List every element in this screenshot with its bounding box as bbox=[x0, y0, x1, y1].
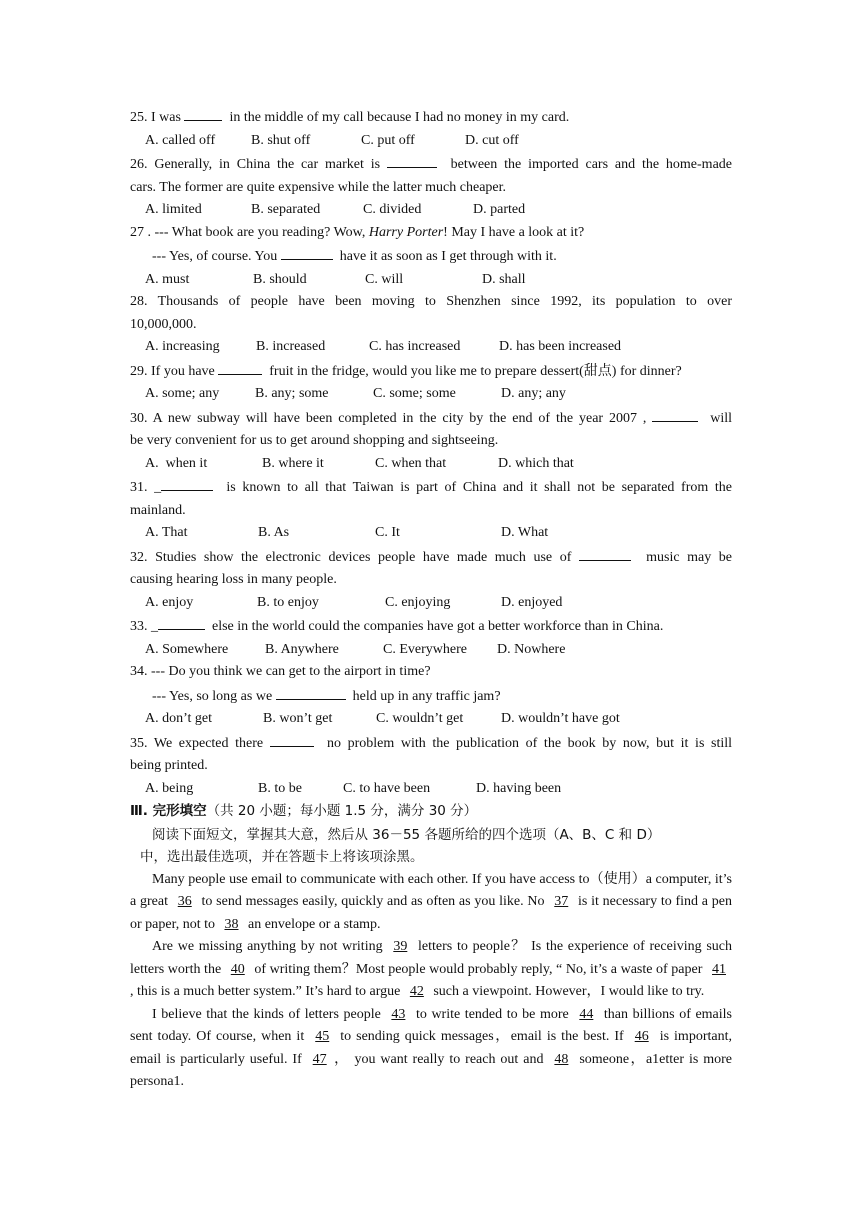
passage-text: Are we missing anything by not writing bbox=[152, 939, 388, 954]
option-d: D. Nowhere bbox=[497, 641, 566, 657]
option-b: B. separated bbox=[251, 202, 321, 217]
question-text: fruit in the fridge, would you like me to prepare dessert(甜点) for dinner? bbox=[269, 363, 682, 379]
answer-blank bbox=[158, 614, 205, 630]
option-b: B. As bbox=[258, 525, 290, 540]
passage-text: of writing them？Most people would probably reply, “ No, it’s a waste of paper bbox=[250, 961, 706, 977]
option-a: A. some; any bbox=[145, 386, 220, 401]
passage-paragraph-1 bbox=[130, 869, 732, 937]
option-d: D. has been increased bbox=[499, 339, 622, 354]
section-heading bbox=[130, 800, 732, 824]
option-d: D. wouldn’t have got bbox=[501, 711, 620, 726]
option-c: C. wouldn’t get bbox=[376, 711, 464, 726]
question-text: 31. _ bbox=[130, 480, 162, 495]
question-text: else in the world could the companies have got a better workforce than in China. bbox=[212, 619, 664, 634]
exam-page bbox=[130, 105, 732, 1094]
option-c: C. has increased bbox=[369, 339, 461, 354]
option-c: C. will bbox=[365, 271, 404, 287]
options-27 bbox=[130, 269, 732, 292]
question-text: held up in any traffic jam? bbox=[352, 688, 501, 704]
question-30-line2: be very convenient for us to get around shopping and sightseeing. bbox=[130, 433, 499, 448]
option-d: D. shall bbox=[482, 271, 526, 287]
options-25 bbox=[130, 130, 732, 153]
passage-text: such a viewpoint. However，I would like to try. bbox=[429, 984, 705, 999]
passage-text: someone，a1etter is more persona1. bbox=[130, 1051, 733, 1089]
question-text: 27 . --- What book are you reading? Wow, bbox=[130, 224, 369, 240]
question-text: --- Yes, of course. You bbox=[152, 249, 278, 264]
option-d: D. enjoyed bbox=[501, 594, 563, 610]
option-b: B. to enjoy bbox=[257, 594, 319, 610]
passage-text: to sending quick messages，email is the best. If bbox=[335, 1029, 629, 1044]
question-28: 28. Thousands of people have been moving to Shenzhen since 1992, its population to over bbox=[130, 294, 732, 309]
passage-text: an envelope or a stamp. bbox=[244, 916, 381, 932]
answer-blank bbox=[652, 406, 698, 422]
blank-number: 41 bbox=[712, 961, 726, 977]
option-a: A. limited bbox=[145, 202, 202, 217]
question-35-line2: being printed. bbox=[130, 758, 208, 773]
options-30 bbox=[130, 453, 732, 476]
blank-number: 43 bbox=[391, 1006, 406, 1022]
question-25 bbox=[130, 105, 732, 130]
blank-number: 48 bbox=[554, 1051, 569, 1067]
question-27-line2 bbox=[130, 244, 732, 269]
option-c: C. divided bbox=[363, 202, 422, 217]
blank-number: 46 bbox=[634, 1029, 649, 1044]
options-32 bbox=[130, 592, 732, 615]
answer-blank bbox=[281, 244, 333, 260]
book-title: Harry Porter bbox=[368, 224, 444, 240]
answer-blank bbox=[218, 359, 262, 375]
option-d: D. What bbox=[501, 525, 549, 540]
answer-blank bbox=[184, 105, 222, 121]
option-a: A. must bbox=[145, 271, 190, 287]
answer-blank bbox=[387, 152, 437, 168]
passage-text: than billions of emails sent today. Of course, when it bbox=[130, 1006, 732, 1044]
option-a: A. Somewhere bbox=[145, 641, 229, 657]
blank-number: 37 bbox=[554, 894, 569, 909]
passage-paragraph-2 bbox=[130, 936, 732, 1004]
option-b: B. Anywhere bbox=[265, 641, 339, 657]
option-a: A. don’t get bbox=[145, 711, 213, 726]
passage-text: letters to people？ Is the experience of receiving such letters worth the bbox=[130, 939, 732, 977]
option-c: C. Everywhere bbox=[383, 641, 467, 657]
question-text: 26. Generally, in China the car market is bbox=[130, 157, 381, 172]
question-29 bbox=[130, 359, 732, 384]
passage-paragraph-3 bbox=[130, 1004, 732, 1094]
question-26 bbox=[130, 152, 732, 177]
option-b: B. won’t get bbox=[263, 711, 333, 726]
option-b: B. increased bbox=[256, 339, 326, 354]
question-31-line2: mainland. bbox=[130, 502, 186, 518]
question-text: no problem with the publication of the book by now, but it is still bbox=[326, 735, 733, 751]
answer-blank bbox=[270, 731, 314, 747]
option-c: C. It bbox=[375, 525, 400, 540]
question-34-line2 bbox=[130, 684, 732, 709]
question-27 bbox=[130, 222, 732, 245]
answer-blank bbox=[276, 684, 346, 700]
option-c: C. when that bbox=[375, 455, 447, 471]
question-text: --- Yes, so long as we bbox=[152, 688, 273, 704]
option-a: A. called off bbox=[145, 132, 216, 148]
question-35 bbox=[130, 731, 732, 756]
question-text: ! May I have a look at it? bbox=[443, 224, 585, 240]
options-26 bbox=[130, 199, 732, 222]
question-text: 29. If you have bbox=[130, 363, 215, 379]
option-d: D. which that bbox=[498, 455, 574, 471]
option-b: B. to be bbox=[258, 780, 302, 796]
option-a: A. being bbox=[145, 780, 194, 796]
option-b: B. shut off bbox=[251, 132, 311, 148]
section-instruction: 阅读下面短文，掌握其大意，然后从 36－55 各题所给的四个选项（A、B、C 和 D） bbox=[152, 826, 661, 843]
question-text: 35. We expected there bbox=[130, 735, 264, 751]
question-33 bbox=[130, 614, 732, 639]
question-31 bbox=[130, 475, 732, 500]
question-text: 25. I was bbox=[130, 110, 181, 125]
question-text: in the middle of my call because I had no money in my card. bbox=[229, 110, 570, 125]
option-c: C. some; some bbox=[373, 386, 456, 401]
question-text: is known to all that Taiwan is part of China and it shall not be separated from the bbox=[226, 480, 732, 495]
passage-text: I believe that the kinds of letters people bbox=[152, 1006, 386, 1022]
option-a: A. enjoy bbox=[145, 594, 194, 610]
answer-blank bbox=[579, 545, 631, 561]
blank-number: 39 bbox=[393, 939, 408, 954]
question-text: between the imported cars and the home-made bbox=[450, 157, 732, 172]
blank-number: 38 bbox=[224, 916, 239, 932]
section-label: Ⅲ. 完形填空 bbox=[130, 803, 207, 819]
passage-text: ， you want really to reach out and bbox=[332, 1051, 549, 1067]
options-31 bbox=[130, 522, 732, 545]
option-c: C. put off bbox=[361, 132, 415, 148]
option-c: C. enjoying bbox=[385, 594, 451, 610]
question-text: 33. _ bbox=[130, 619, 158, 634]
passage-text: to write tended to be more bbox=[411, 1006, 574, 1022]
answer-blank bbox=[161, 475, 213, 491]
passage-text: to send messages easily, quickly and as often as you like. No bbox=[197, 894, 549, 909]
option-b: B. should bbox=[253, 271, 307, 287]
options-28 bbox=[130, 336, 732, 359]
question-text: have it as soon as I get through with it. bbox=[339, 249, 557, 264]
option-c: C. to have been bbox=[343, 780, 431, 796]
section-info: （共 20 小题；每小题 1.5 分，满分 30 分） bbox=[206, 803, 478, 819]
options-33 bbox=[130, 639, 732, 662]
option-b: B. where it bbox=[262, 455, 324, 471]
question-text: music may be bbox=[646, 549, 733, 565]
options-34 bbox=[130, 708, 732, 731]
options-29 bbox=[130, 383, 732, 406]
option-a: A. increasing bbox=[145, 339, 220, 354]
option-d: D. having been bbox=[476, 780, 562, 796]
blank-number: 44 bbox=[579, 1006, 594, 1022]
question-text: will bbox=[710, 410, 733, 426]
question-26-line2: cars. The former are quite expensive while the latter much cheaper. bbox=[130, 179, 507, 195]
passage-text: , this is a much better system.” It’s hard to argue bbox=[130, 984, 404, 999]
question-32-line2: causing hearing loss in many people. bbox=[130, 572, 337, 587]
option-d: D. cut off bbox=[465, 132, 519, 148]
question-34: 34. --- Do you think we can get to the airport in time? bbox=[130, 664, 431, 679]
question-text: 30. A new subway will have been completed in the city by the end of the year 2007 , bbox=[130, 410, 647, 426]
option-a: A. That bbox=[145, 525, 188, 540]
passage-text: Many people use email to communicate with each other. If you have access to（使用）a computer, it’s a great bbox=[130, 871, 732, 909]
option-b: B. any; some bbox=[255, 386, 329, 401]
passage-text: is it necessary to find a pen or paper, not to bbox=[130, 894, 733, 932]
question-30 bbox=[130, 406, 732, 431]
option-a: A. when it bbox=[145, 455, 208, 471]
passage-text: is important, email is particularly useful. If bbox=[130, 1029, 732, 1067]
blank-number: 42 bbox=[409, 984, 424, 999]
blank-number: 40 bbox=[230, 961, 245, 977]
question-28-line2: 10,000,000. bbox=[130, 316, 197, 332]
option-d: D. any; any bbox=[501, 386, 566, 401]
option-d: D. parted bbox=[473, 202, 526, 217]
section-instruction-2: 中，选出最佳选项，并在答题卡上将该项涂黑。 bbox=[140, 849, 424, 865]
blank-number: 36 bbox=[177, 894, 192, 909]
blank-number: 45 bbox=[315, 1029, 330, 1044]
question-text: 32. Studies show the electronic devices people have made much use of bbox=[130, 549, 572, 565]
blank-number: 47 bbox=[312, 1051, 327, 1067]
options-35 bbox=[130, 778, 732, 801]
question-32 bbox=[130, 545, 732, 570]
